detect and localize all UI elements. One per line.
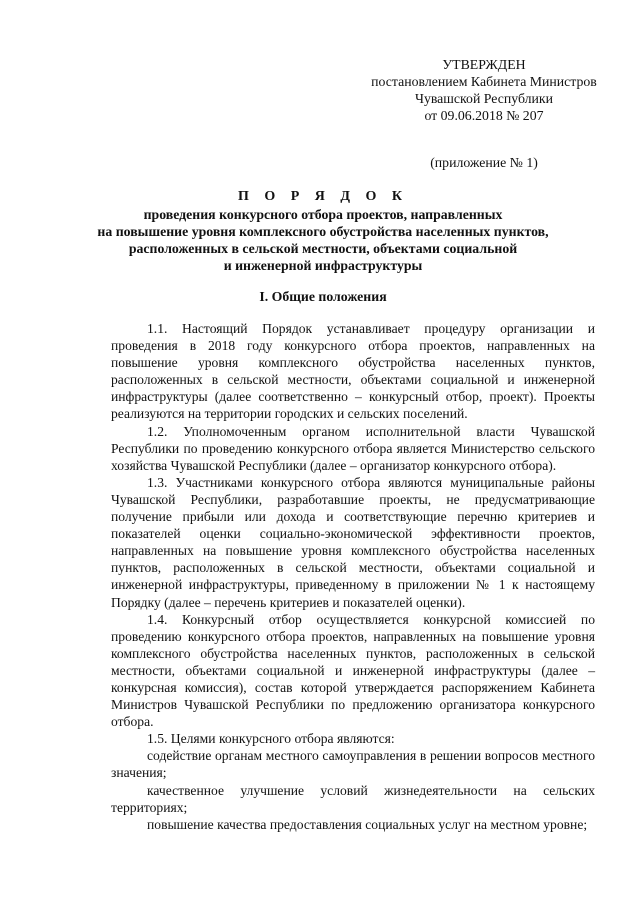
title-line-4: и инженерной инфраструктуры <box>223 258 423 273</box>
document-body <box>111 320 595 833</box>
approval-line-2: Чувашской Республики <box>414 91 554 106</box>
approval-stamp <box>360 56 608 171</box>
goal-item-3: повышение качества предоставления социальных услуг на местном уровне; <box>147 816 588 832</box>
paragraph-1-3: 1.3. Участниками конкурсного отбора являются муниципальные районы Чувашской Республики, разработавшие проекты, не предусматривающие получение прибыли или дохода и соответствующие перечню критериев и показателей оценки социально-экономической эффективности проектов, направленных на повышение уровня комплексного обустройства населенных пунктов, расположенных в сельской местности, объектами социальной и инженерной инфраструктуры, приведенному в приложении № 1 к настоящему Порядку (далее – перечень критериев и показателей оценки). <box>111 474 595 610</box>
appendix-note: (приложение № 1) <box>430 155 538 170</box>
title-line-2: на повышение уровня комплексного обустройства населенных пунктов, <box>97 224 549 239</box>
approval-line-3: от 09.06.2018 № 207 <box>424 108 544 123</box>
paragraph-1-5: 1.5. Целями конкурсного отбора являются: <box>147 731 395 747</box>
title-line-3: расположенных в сельской местности, объектами социальной <box>128 241 518 256</box>
approval-title: УТВЕРЖДЕН <box>442 57 526 72</box>
section-heading: I. Общие положения <box>259 289 387 304</box>
paragraph-1-4: 1.4. Конкурсный отбор осуществляется конкурсной комиссией по проведению конкурсного отбора проектов, направленных на повышение уровня комплексного обустройства населенных пунктов, расположенных в сельской местности, объектами социальной и инженерной инфраструктуры (далее – конкурсная комиссия), состав которой утверждается распоряжением Кабинета Министров Чувашской Республики по предложению организатора конкурсного отбора. <box>111 611 595 730</box>
approval-line-1: постановлением Кабинета Министров <box>371 74 597 89</box>
paragraph-1-1: 1.1. Настоящий Порядок устанавливает процедуру организации и проведения в 2018 году конкурсного отбора проектов, направленных на повышение уровня комплексного обустройства населенных пунктов, расположенных в сельской местности, объектами социальной и инженерной инфраструктуры (далее соответственно – конкурсный отбор, проект). Проекты реализуются на территории городских и сельских поселений. <box>111 321 595 422</box>
title-word: П О Р Я Д О К <box>237 189 409 204</box>
goal-item-2: качественное улучшение условий жизнедеятельности на сельских территориях; <box>111 782 595 815</box>
goal-item-1: содействие органам местного самоуправления в решении вопросов местного значения; <box>111 748 595 781</box>
document-title <box>60 188 586 274</box>
title-line-1: проведения конкурсного отбора проектов, направленных <box>143 207 503 222</box>
paragraph-1-2: 1.2. Уполномоченным органом исполнительной власти Чувашской Республики по проведению конкурсного отбора является Министерство сельского хозяйства Чувашской Республики (далее – организатор конкурсного отбора). <box>111 423 595 473</box>
